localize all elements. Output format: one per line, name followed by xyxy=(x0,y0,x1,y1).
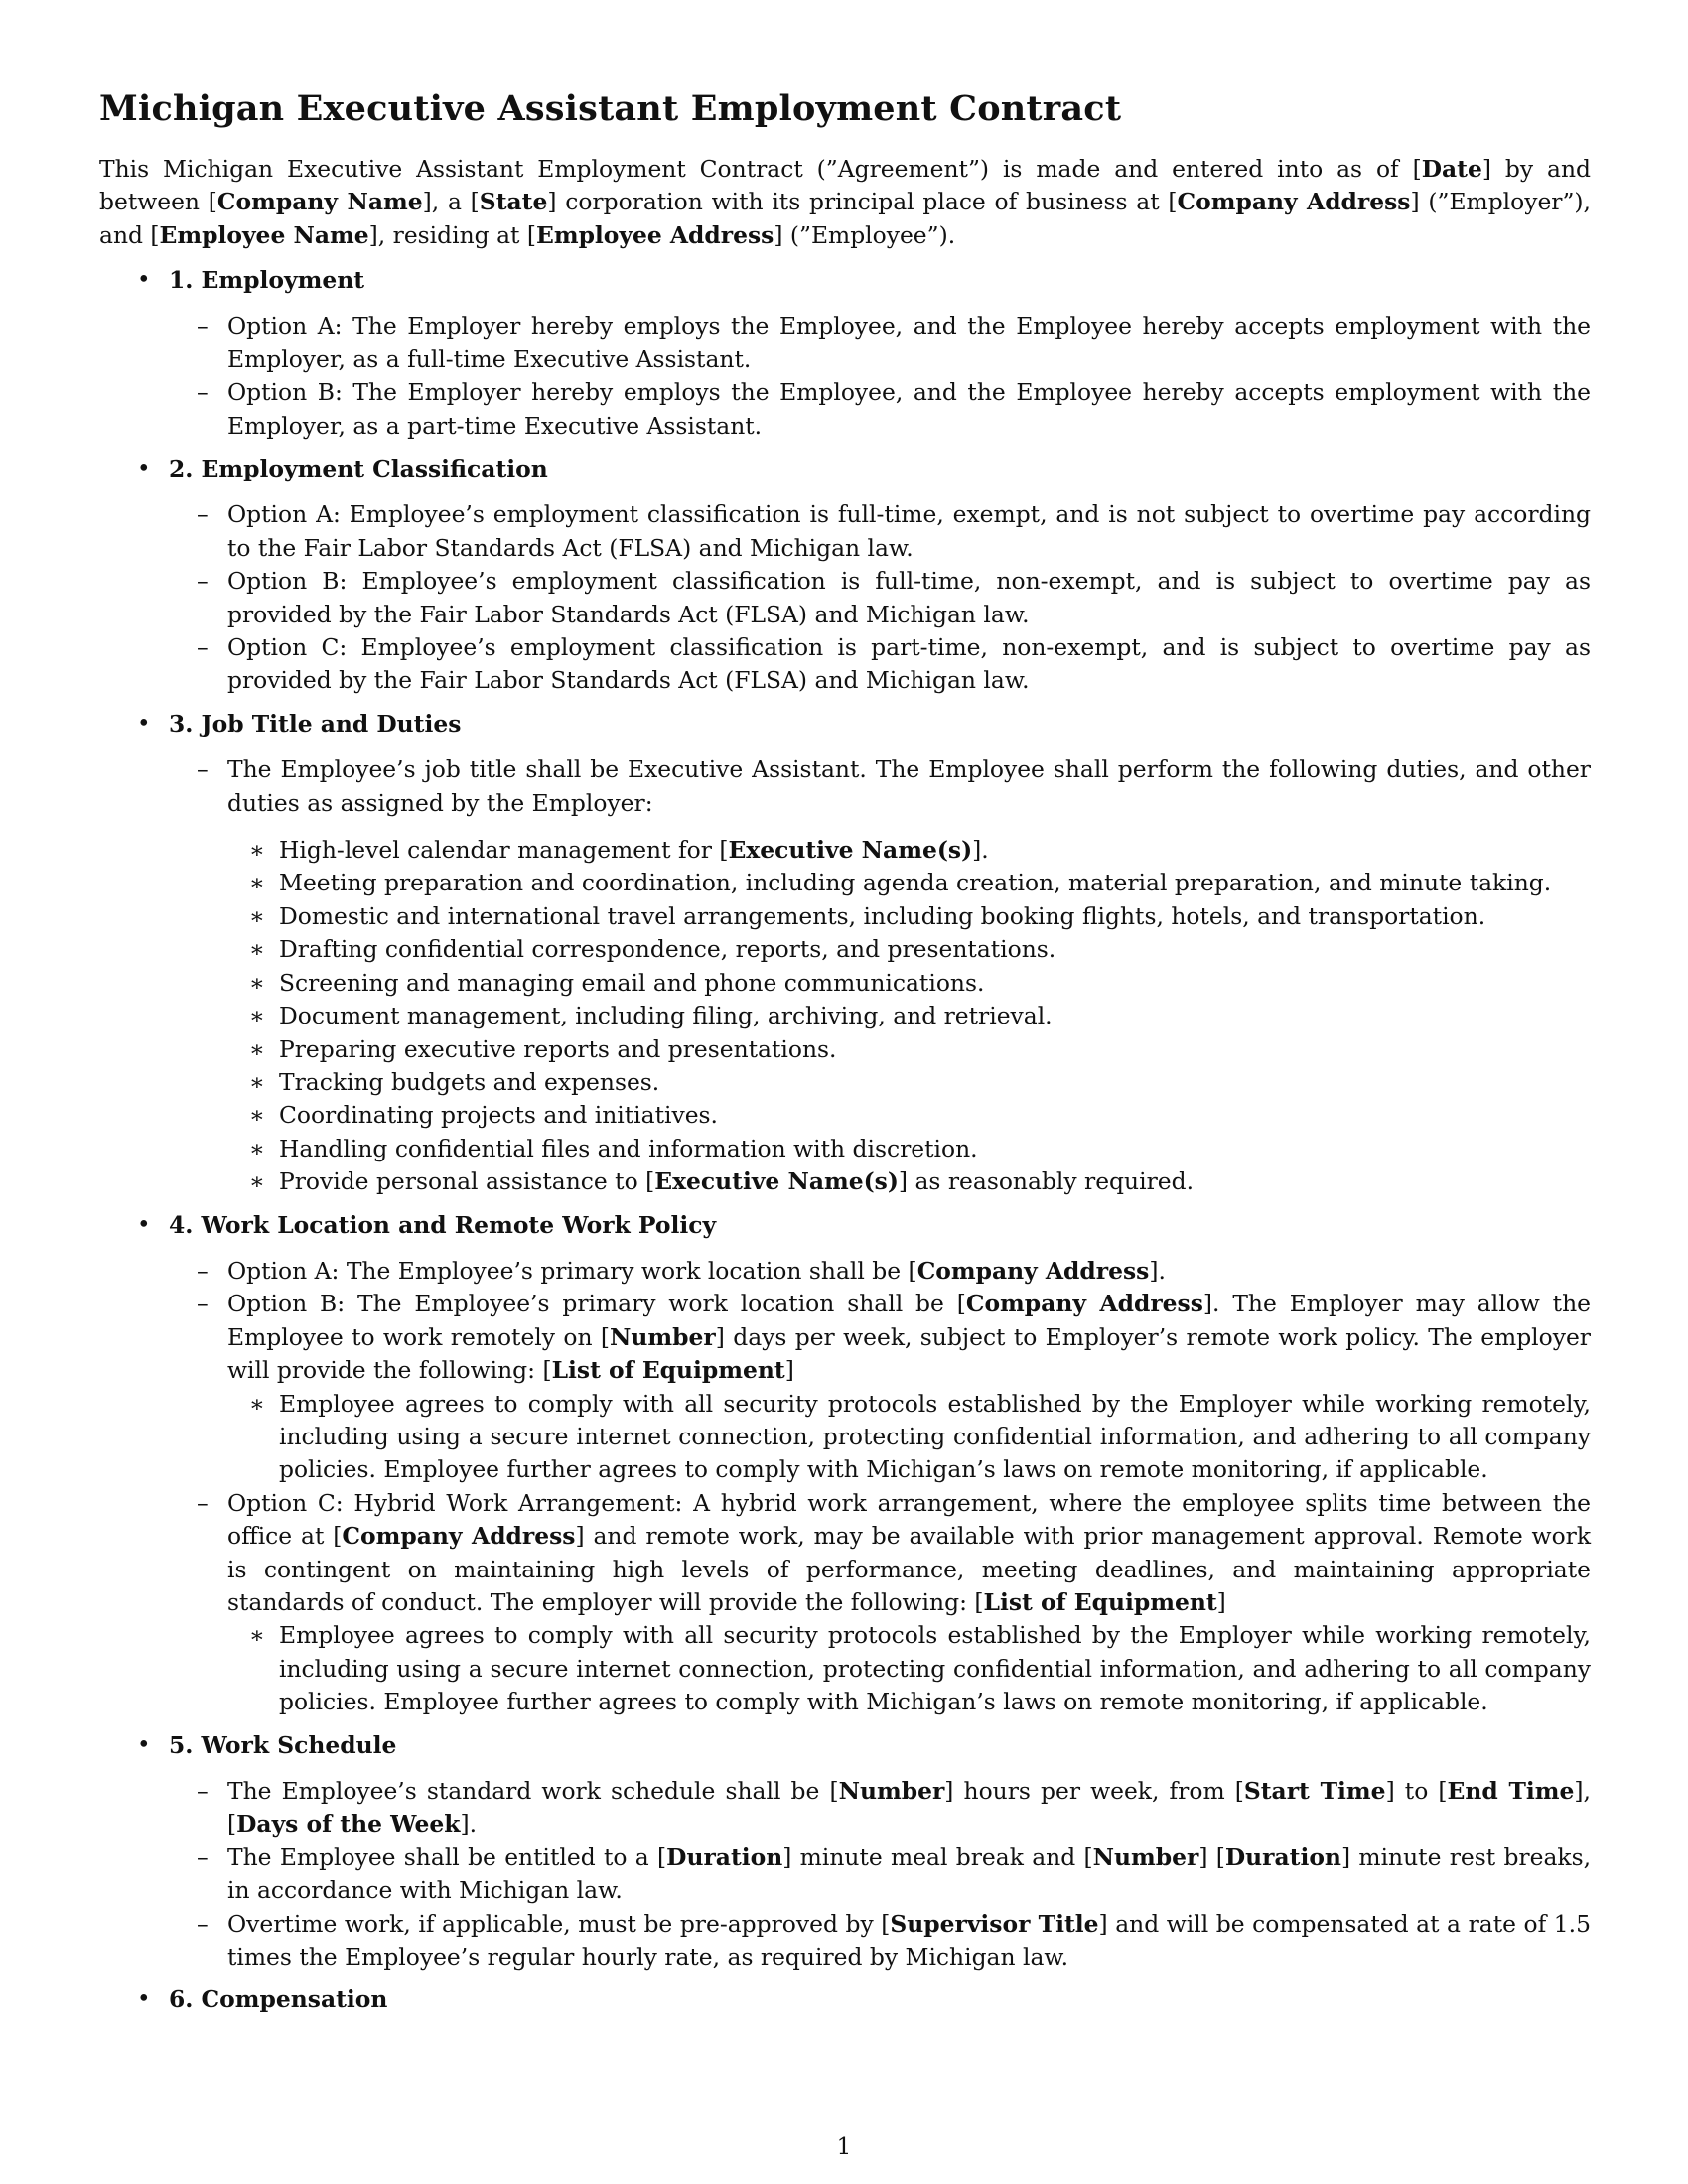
duty-text: Document management, including filing, archiving, and retrieval. xyxy=(279,1002,1053,1030)
option-text: ] minute rest breaks, in accordance with Michigan law. xyxy=(227,1843,1592,1905)
dash-glyph: – xyxy=(197,500,209,529)
placeholder-company-name: Company Name xyxy=(216,188,423,216)
option-text: ] xyxy=(784,1356,794,1385)
star-glyph: ∗ xyxy=(249,901,265,930)
option-text: Overtime work, if applicable, must be pre-approved by [ xyxy=(227,1909,891,1938)
bullet-glyph: • xyxy=(137,1986,151,2013)
option-item xyxy=(169,1255,1591,1288)
star-glyph: ∗ xyxy=(249,1067,265,1096)
placeholder-company-address: Company Address xyxy=(342,1522,576,1551)
intro-text: ] (”Employer”), and [ xyxy=(99,188,1591,249)
option-text: Option B: The Employer hereby employs the Employee, and the Employee hereby accepts employment with the Employer, as a part-time Executive Assistant. xyxy=(227,378,1591,440)
placeholder-number: Number xyxy=(838,1777,945,1806)
intro-text: ] corporation with its principal place of business at [ xyxy=(547,188,1178,216)
option-item xyxy=(169,376,1591,443)
option-text: ] minute meal break and [ xyxy=(782,1843,1093,1871)
option-list xyxy=(169,1255,1591,1719)
duty-item xyxy=(227,1000,1591,1032)
placeholder-duration: Duration xyxy=(1224,1843,1341,1871)
page-number: 1 xyxy=(836,2134,852,2160)
option-item xyxy=(169,1288,1591,1486)
duty-text: High-level calendar management for [ xyxy=(279,836,729,865)
option-text: ] hours per week, from [ xyxy=(944,1777,1244,1806)
duty-item xyxy=(227,1133,1591,1165)
option-list xyxy=(169,753,1591,1198)
option-list xyxy=(169,498,1591,697)
option-text: ] [ xyxy=(1198,1843,1225,1871)
duty-text: Drafting confidential correspondence, reports, and presentations. xyxy=(279,935,1056,964)
section-title: 1. Employment xyxy=(169,265,365,294)
intro-text: ], a [ xyxy=(422,188,480,216)
dash-glyph: – xyxy=(197,755,209,784)
section-employment xyxy=(99,264,1591,443)
dash-glyph: – xyxy=(197,378,209,407)
bullet-glyph: • xyxy=(137,1731,151,1758)
placeholder-company-address: Company Address xyxy=(916,1256,1150,1285)
bullet-glyph: • xyxy=(137,266,151,293)
placeholder-list-of-equipment: List of Equipment xyxy=(983,1588,1217,1616)
placeholder-employee-address: Employee Address xyxy=(535,220,774,249)
option-text: Option B: Employee’s employment classification is full-time, non-exempt, and is subject to overtime pay as provided by the Fair Labor Standards Act (FLSA) and Michigan law. xyxy=(227,567,1591,628)
duty-text: Screening and managing email and phone communications. xyxy=(279,968,985,997)
placeholder-company-address: Company Address xyxy=(1177,188,1411,216)
option-text: ] to [ xyxy=(1385,1777,1448,1806)
section-title: 6. Compensation xyxy=(169,1985,388,2014)
duty-text: ]. xyxy=(972,836,989,865)
placeholder-state: State xyxy=(479,188,548,216)
policy-item xyxy=(227,1388,1591,1487)
section-work-schedule xyxy=(99,1729,1591,1975)
placeholder-list-of-equipment: List of Equipment xyxy=(551,1356,785,1385)
section-title: 2. Employment Classification xyxy=(169,455,548,482)
duty-item xyxy=(227,967,1591,1000)
star-glyph: ∗ xyxy=(249,1389,265,1418)
placeholder-supervisor-title: Supervisor Title xyxy=(890,1909,1099,1938)
placeholder-employee-name: Employee Name xyxy=(159,220,369,249)
option-text: ]. xyxy=(460,1810,478,1839)
intro-text: ] by and between [ xyxy=(99,154,1591,216)
option-item xyxy=(169,565,1591,631)
option-text: Option C: Hybrid Work Arrangement: A hybrid work arrangement, where the employee splits time between the office at [ xyxy=(227,1488,1591,1551)
placeholder-date: Date xyxy=(1421,154,1482,183)
duty-item xyxy=(227,1099,1591,1132)
option-text: Option B: The Employee’s primary work location shall be [ xyxy=(227,1290,966,1318)
duty-text: Coordinating projects and initiatives. xyxy=(279,1101,718,1130)
duty-item xyxy=(227,1165,1591,1198)
star-glyph: ∗ xyxy=(249,869,265,897)
duty-item xyxy=(227,867,1591,899)
option-item xyxy=(169,753,1591,1198)
option-list xyxy=(169,310,1591,443)
duty-text: ] as reasonably required. xyxy=(898,1167,1195,1196)
section-list xyxy=(99,264,1591,2017)
option-text: ], [ xyxy=(227,1777,1591,1839)
star-glyph: ∗ xyxy=(249,1101,265,1130)
dash-glyph: – xyxy=(197,1488,209,1517)
duty-text: Provide personal assistance to [ xyxy=(279,1167,655,1196)
placeholder-executive-name: Executive Name(s) xyxy=(654,1167,899,1196)
section-job-title-duties xyxy=(99,708,1591,1199)
option-text: ] days per week, subject to Employer’s remote work policy. The employer will provide the following: [ xyxy=(227,1322,1591,1385)
policy-item xyxy=(227,1619,1591,1718)
duty-item xyxy=(227,900,1591,933)
option-text: ]. xyxy=(1149,1256,1166,1285)
section-title: 5. Work Schedule xyxy=(169,1730,397,1759)
section-work-location xyxy=(99,1209,1591,1719)
option-item xyxy=(169,498,1591,565)
option-item xyxy=(169,1487,1591,1719)
policy-text: Employee agrees to comply with all security protocols established by the Employer while working remotely, including using a secure internet connection, protecting confidential information, and adhering to all company policies. Employee further agrees to comply with Michigan’s laws on remote monitoring, if applicable. xyxy=(279,1621,1591,1716)
document-title: Michigan Executive Assistant Employment Contract xyxy=(99,88,1122,129)
dash-glyph: – xyxy=(197,1909,209,1938)
placeholder-number: Number xyxy=(1092,1843,1199,1871)
star-glyph: ∗ xyxy=(249,968,265,997)
dash-glyph: – xyxy=(197,1256,209,1285)
intro-paragraph xyxy=(99,153,1591,252)
star-glyph: ∗ xyxy=(249,836,265,865)
star-glyph: ∗ xyxy=(249,1134,265,1162)
dash-glyph: – xyxy=(197,1777,209,1806)
option-item xyxy=(169,631,1591,698)
option-text: ] xyxy=(1216,1588,1226,1616)
policy-text: Employee agrees to comply with all security protocols established by the Employer while working remotely, including using a secure internet connection, protecting confidential information, and adhering to all company policies. Employee further agrees to comply with Michigan’s laws on remote monitoring, if applicable. xyxy=(279,1389,1591,1484)
option-text: The Employee shall be entitled to a [ xyxy=(227,1843,667,1871)
intro-text: ] (”Employee”). xyxy=(774,220,956,249)
section-compensation xyxy=(99,1983,1591,2016)
policy-list xyxy=(227,1619,1591,1718)
bullet-glyph: • xyxy=(137,1211,151,1238)
dash-glyph: – xyxy=(197,633,209,662)
duty-text: Domestic and international travel arrangements, including booking flights, hotels, and transportation. xyxy=(279,901,1486,930)
placeholder-number: Number xyxy=(610,1322,716,1351)
option-text: Option A: Employee’s employment classification is full-time, exempt, and is not subject to overtime pay according to the Fair Labor Standards Act (FLSA) and Michigan law. xyxy=(227,500,1591,562)
intro-text: This Michigan Executive Assistant Employment Contract (”Agreement”) is made and entered into as of [ xyxy=(99,154,1422,183)
bullet-glyph: • xyxy=(137,456,151,481)
option-item xyxy=(169,1775,1591,1842)
star-glyph: ∗ xyxy=(249,1621,265,1650)
section-title: 3. Job Title and Duties xyxy=(169,709,462,738)
star-glyph: ∗ xyxy=(249,1034,265,1063)
dash-glyph: – xyxy=(197,1843,209,1871)
duty-text: Tracking budgets and expenses. xyxy=(279,1067,660,1096)
option-text: The Employee’s job title shall be Executive Assistant. The Employee shall perform the following duties, and other duties as assigned by the Employer: xyxy=(227,755,1591,817)
placeholder-company-address: Company Address xyxy=(965,1290,1203,1318)
option-item xyxy=(169,1908,1591,1975)
duty-item xyxy=(227,834,1591,867)
placeholder-days-of-week: Days of the Week xyxy=(236,1810,461,1839)
policy-list xyxy=(227,1388,1591,1487)
duty-item xyxy=(227,933,1591,966)
option-text: Option C: Employee’s employment classification is part-time, non-exempt, and is subject to overtime pay as provided by the Fair Labor Standards Act (FLSA) and Michigan law. xyxy=(227,633,1591,695)
document-page xyxy=(99,87,1591,2030)
option-item xyxy=(169,1842,1591,1908)
dash-glyph: – xyxy=(197,312,209,341)
star-glyph: ∗ xyxy=(249,1167,265,1196)
section-title: 4. Work Location and Remote Work Policy xyxy=(169,1210,717,1239)
dash-glyph: – xyxy=(197,567,209,596)
duty-item xyxy=(227,1033,1591,1066)
star-glyph: ∗ xyxy=(249,1002,265,1030)
intro-text: ], residing at [ xyxy=(368,220,536,249)
option-text: The Employee’s standard work schedule shall be [ xyxy=(227,1777,839,1806)
option-list xyxy=(169,1775,1591,1974)
option-text: Option A: The Employer hereby employs the Employee, and the Employee hereby accepts employment with the Employer, as a full-time Executive Assistant. xyxy=(227,312,1591,373)
duty-text: Meeting preparation and coordination, including agenda creation, material preparation, and minute taking. xyxy=(279,869,1552,897)
duty-item xyxy=(227,1066,1591,1099)
duty-text: Preparing executive reports and presentations. xyxy=(279,1034,837,1063)
option-text: Option A: The Employee’s primary work location shall be [ xyxy=(227,1256,917,1285)
placeholder-executive-name: Executive Name(s) xyxy=(728,836,973,865)
duty-list xyxy=(227,834,1591,1198)
duty-text: Handling confidential files and information with discretion. xyxy=(279,1134,978,1162)
option-text: ]. The Employer may allow the Employee to work remotely on [ xyxy=(227,1290,1591,1351)
star-glyph: ∗ xyxy=(249,935,265,964)
option-text: ] and remote work, may be available with prior management approval. Remote work is contingent on maintaining high levels of performance, meeting deadlines, and maintaining appropriate standards of conduct. The employer will provide the following: [ xyxy=(227,1522,1592,1616)
section-employment-classification xyxy=(99,453,1591,698)
placeholder-start-time: Start Time xyxy=(1243,1777,1386,1806)
option-item xyxy=(169,310,1591,376)
option-text: ] and will be compensated at a rate of 1.5 times the Employee’s regular hourly rate, as required by Michigan law. xyxy=(227,1909,1591,1972)
placeholder-duration: Duration xyxy=(666,1843,783,1871)
placeholder-end-time: End Time xyxy=(1447,1777,1575,1806)
bullet-glyph: • xyxy=(137,710,151,737)
dash-glyph: – xyxy=(197,1290,209,1318)
